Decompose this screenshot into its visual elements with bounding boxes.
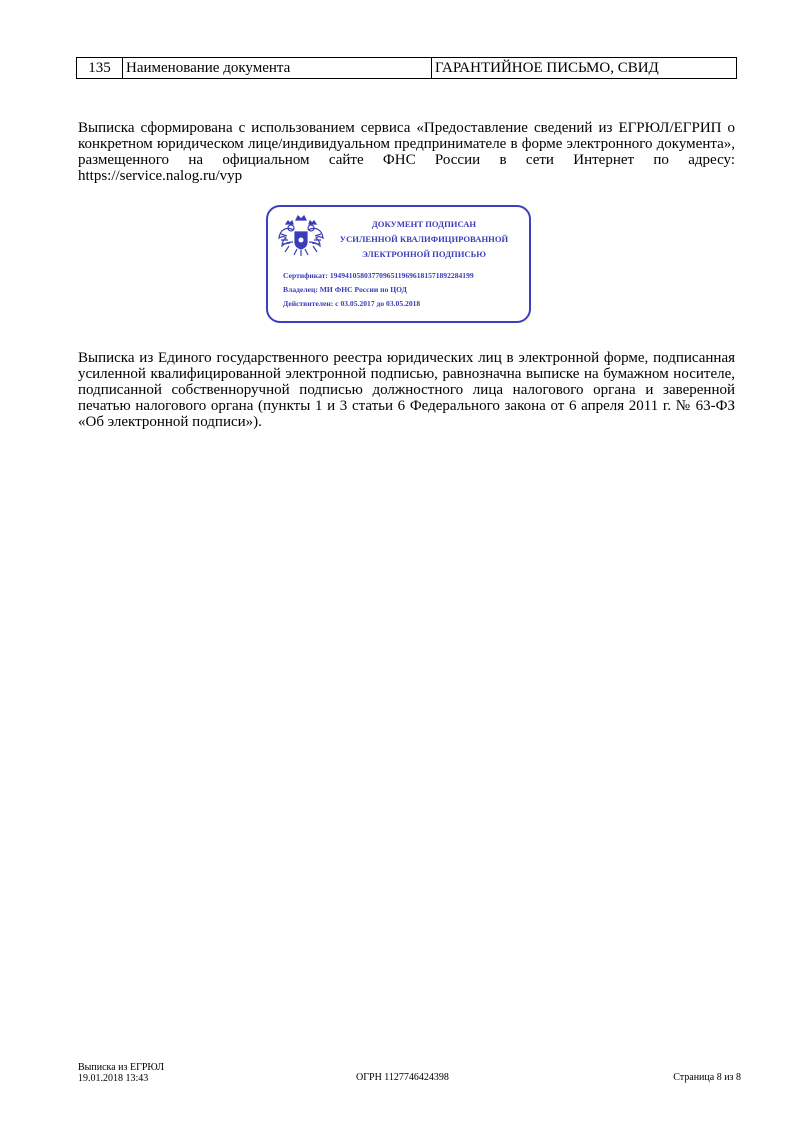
footer-document-info (78, 1062, 164, 1084)
footer-doc-type: Выписка из ЕГРЮЛ (78, 1062, 164, 1073)
footer-page-number: Страница 8 из 8 (673, 1072, 741, 1083)
info-table-row (76, 57, 737, 79)
stamp-owner: Владелец: МИ ФНС России по ЦОД (283, 285, 407, 294)
footer-datetime: 19.01.2018 13:43 (78, 1073, 149, 1084)
stamp-certificate: Сертификат: 19494105803770965119696181571892284199 (283, 271, 474, 280)
stamp-validity: Действителен: с 03.05.2017 до 03.05.2018 (283, 299, 421, 308)
stamp-title-line-1: ДОКУМЕНТ ПОДПИСАН (371, 219, 477, 229)
service-notice-paragraph: Выписка сформирована с использованием сервиса «Предоставление сведений из ЕГРЮЛ/ЕГРИП о конкретном юридическом лице/индивидуальном предпринимателе в форме электронного документа», размещенного на официальном сайте ФНС России в сети Интернет по адресу: https://service.nalog.ru/vyp (78, 120, 735, 184)
row-number: 135 (77, 58, 123, 78)
stamp-title-line-3: ЭЛЕКТРОННОЙ ПОДПИСЬЮ (362, 249, 486, 259)
row-field-value: ГАРАНТИЙНОЕ ПИСЬМО, СВИД (435, 60, 659, 76)
russian-coat-of-arms-icon (276, 212, 326, 258)
footer-ogrn: ОГРН 1127746424398 (356, 1072, 449, 1083)
electronic-signature-stamp (266, 205, 531, 323)
legal-equivalence-paragraph: Выписка из Единого государственного реестра юридических лиц в электронной форме, подписанная усиленной квалифицированной электронной подписью, равнозначна выписке на бумажном носителе, подписанной собственноручной подписью должностного лица налогового органа и заверенной печатью налогового органа (пункты 1 и 3 статьи 6 Федерального закона от 6 апреля 2011 г. № 63-ФЗ «Об электронной подписи»). (78, 350, 735, 430)
stamp-title-line-2: УСИЛЕННОЙ КВАЛИФИЦИРОВАННОЙ (339, 234, 509, 244)
row-field-name: Наименование документа (123, 58, 432, 78)
